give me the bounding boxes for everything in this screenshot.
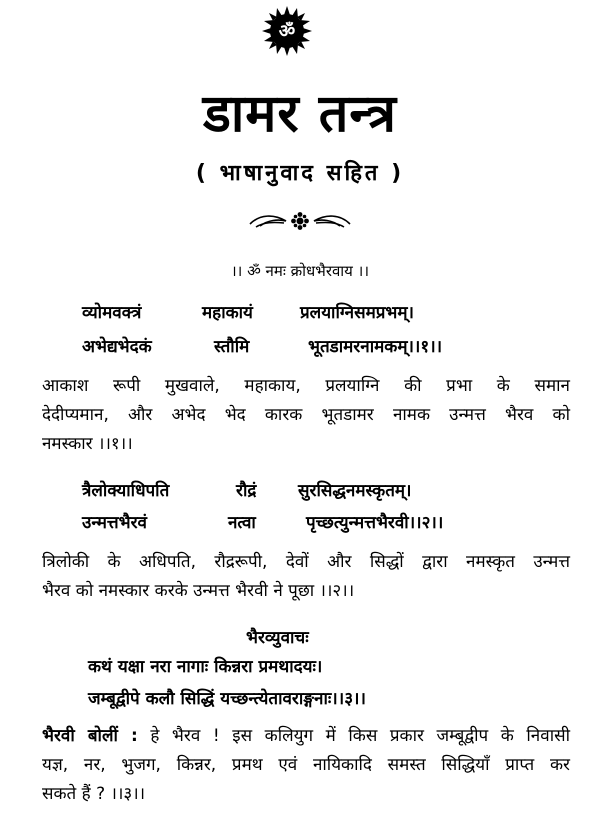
verse-word: महाकायं — [202, 303, 253, 323]
page-title: डामर तन्त्र — [203, 84, 397, 144]
prose-line-text: हे भैरव ! इस कलियुग में किस प्रकार जम्बूद्वीप के निवासी — [137, 726, 570, 746]
verse-word: भूतडामरनामकम्।।१।। — [308, 337, 443, 357]
page-subtitle: ( भाषानुवाद सहित ) — [195, 161, 405, 186]
prose-line: त्रिलोकी के अधिपति, रौद्ररूपी, देवों और सिद्धों द्वारा नमस्कृत उन्मत्त — [42, 552, 570, 572]
verse-word: उन्मत्तभैरवं — [82, 513, 147, 533]
verse-2-line-2 — [0, 510, 600, 536]
om-sun-emblem-icon — [262, 6, 312, 56]
speaker-heading: भैरव्युवाचः — [246, 628, 309, 648]
prose-line: सकते हैं ? ।।३।। — [42, 784, 146, 804]
prose-line: यज्ञ, नर, भुजग, किन्नर, प्रमथ एवं नायिकादि समस्त सिद्धियाँ प्राप्त कर — [42, 755, 570, 775]
prose-line: आकाश रूपी मुखवाले, महाकाय, प्रलयाग्नि की प्रभा के समान — [42, 376, 570, 396]
prose-translation-2 — [42, 548, 570, 606]
prose-line — [42, 722, 570, 751]
speaker-label: भैरवी बोलीं : — [42, 726, 138, 746]
verse-1-line-1 — [0, 300, 600, 326]
verse-word: पृच्छत्युन्मत्तभैरवी।।२।। — [306, 513, 444, 533]
svg-text:ॐ: ॐ — [278, 21, 296, 42]
prose-translation-3 — [42, 722, 570, 809]
verse-word: स्तौमि — [214, 337, 250, 357]
verse-word: अभेद्यभेदकं — [82, 337, 152, 357]
verse-1-line-2 — [0, 334, 600, 360]
verse-3-line-1: कथं यक्षा नरा नागाः किन्नरा प्रमथादयः। — [88, 657, 323, 677]
prose-line: भैरव को नमस्कार करके उन्मत्त भैरवी ने पूछा ।।२।। — [42, 581, 355, 601]
prose-line: नमस्कार ।।१।। — [42, 434, 133, 454]
invocation-line: ।। ॐ नमः क्रोधभैरवाय ।। — [230, 262, 370, 280]
verse-word: नत्वा — [228, 513, 256, 533]
verse-word: रौद्रं — [236, 481, 257, 501]
prose-translation-1 — [42, 372, 570, 459]
verse-word: व्योमवक्त्रं — [82, 303, 142, 323]
verse-2-line-1 — [0, 478, 600, 504]
verse-word: त्रैलोक्याधिपति — [82, 481, 170, 501]
verse-word: सुरसिद्धनमस्कृतम्। — [298, 481, 412, 501]
verse-word: प्रलयाग्निसमप्रभम्। — [300, 303, 414, 323]
prose-line: देदीप्यमान, और अभेद भेद कारक भूतडामर नामक उन्मत्त भैरव को — [42, 405, 570, 425]
verse-3-line-2: जम्बूद्वीपे कलौ सिद्धिं यच्छन्त्येतावराङ्गनाः।।३।। — [88, 689, 366, 709]
floral-divider-icon — [246, 210, 354, 232]
